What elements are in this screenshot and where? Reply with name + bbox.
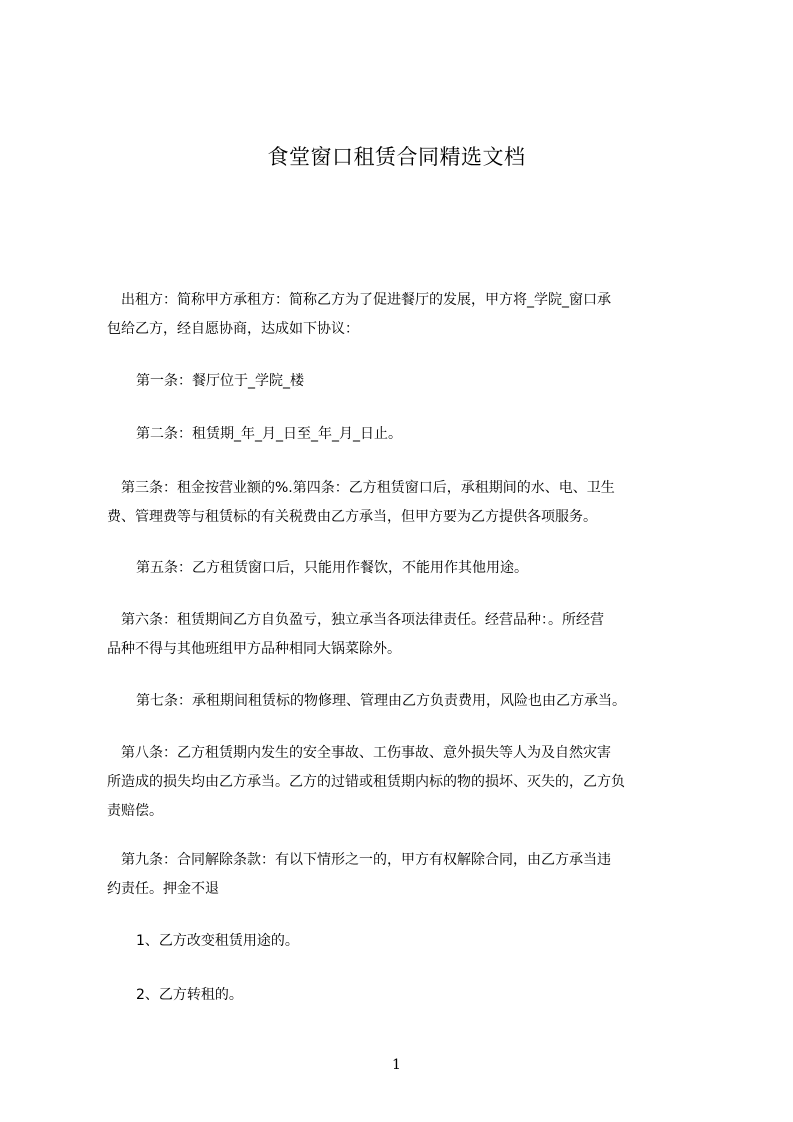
- document-title: 食堂窗口租赁合同精选文档: [267, 145, 526, 169]
- paragraph-article-8: [107, 739, 701, 826]
- paragraph-line: 费、管理费等与租赁标的有关税费由乙方承当，但甲方要为乙方提供各项服务。: [107, 509, 597, 525]
- paragraph-line: 第七条：承租期间租赁标的物修理、管理由乙方负责费用，风险也由乙方承当。: [136, 693, 626, 709]
- paragraph-line: 包给乙方，经自愿协商，达成如下协议：: [107, 321, 359, 337]
- paragraph-line: 第一条：餐厅位于_学院_楼: [136, 373, 304, 389]
- paragraph-article-9: [107, 846, 701, 904]
- paragraph-line: 责赔偿。: [107, 803, 163, 819]
- paragraph-line: 第九条：合同解除条款：有以下情形之一的，甲方有权解除合同，由乙方承当违: [107, 852, 611, 868]
- paragraph-line: 出租方：简称甲方承租方：简称乙方为了促进餐厅的发展，甲方将_学院_窗口承: [107, 292, 611, 308]
- paragraph-line: 品种不得与其他班组甲方品种相同大锅菜除外。: [107, 641, 401, 657]
- paragraph-article-6: [107, 606, 701, 664]
- paragraph-line: 约责任。押金不退: [107, 881, 219, 897]
- paragraph-clause-1: [136, 927, 730, 956]
- paragraph-line: 所造成的损失均由乙方承当。乙方的过错或租赁期内标的物的损坏、灭失的，乙方负: [107, 774, 625, 790]
- paragraph-intro: [107, 286, 701, 344]
- paragraph-line: 第五条：乙方租赁窗口后，只能用作餐饮，不能用作其他用途。: [136, 560, 528, 576]
- paragraph-line: 1、乙方改变租赁用途的。: [136, 933, 299, 949]
- paragraph-line: 第六条：租赁期间乙方自负盈亏，独立承当各项法律责任。经营品种：。所经营: [107, 612, 604, 628]
- paragraph-clause-2: [136, 981, 730, 1010]
- page-number: 1: [392, 1057, 401, 1073]
- paragraph-line: 2、乙方转租的。: [136, 987, 243, 1003]
- paragraph-article-7: [136, 687, 730, 716]
- paragraph-article-3-4: [107, 474, 701, 532]
- paragraph-article-1: [136, 367, 730, 396]
- paragraph-line: 第八条：乙方租赁期内发生的安全事故、工伤事故、意外损失等人为及自然灾害: [107, 745, 611, 761]
- paragraph-line: 第三条：租金按营业额的%.第四条：乙方租赁窗口后，承租期间的水、电、卫生: [107, 480, 615, 496]
- paragraph-line: 第二条：租赁期_年_月_日至_年_月_日止。: [136, 426, 402, 442]
- paragraph-article-2: [136, 420, 730, 449]
- paragraph-article-5: [136, 554, 730, 583]
